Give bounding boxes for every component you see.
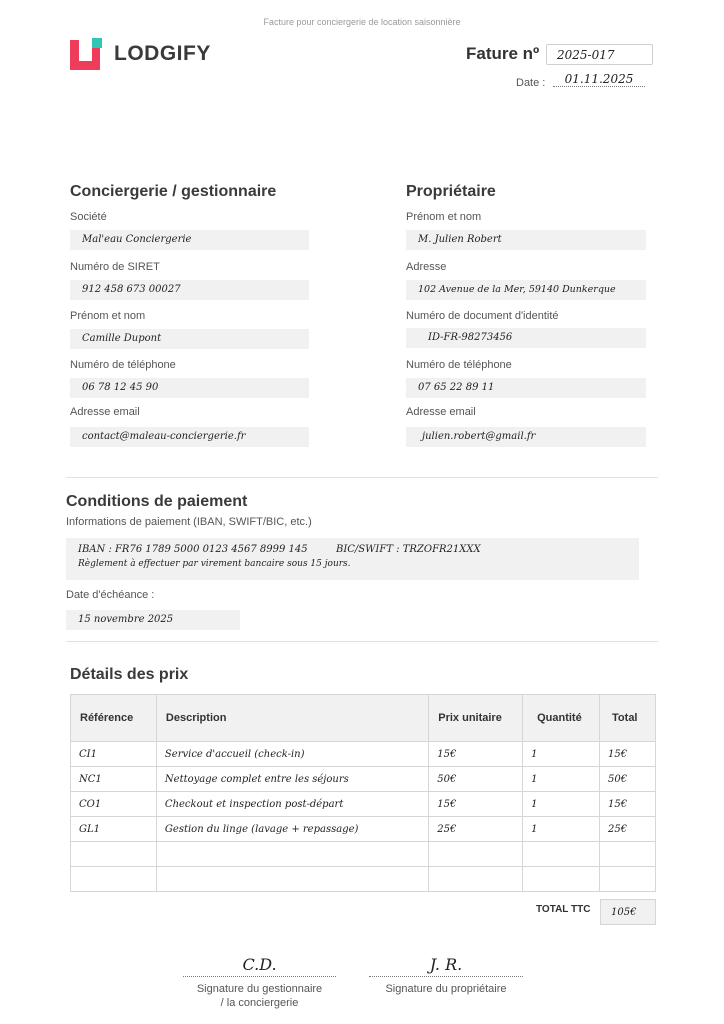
manager-signature-caption: Signature du gestionnaire / la conciergerie bbox=[196, 983, 323, 1009]
price-table bbox=[70, 694, 656, 892]
owner-signature-caption: Signature du propriétaire bbox=[385, 983, 507, 995]
date-field[interactable]: 01.11.2025 bbox=[553, 71, 645, 87]
row-reference[interactable]: NC1 bbox=[71, 767, 157, 792]
row-total[interactable]: 15€ bbox=[600, 792, 656, 817]
owner-phone-field[interactable]: 07 65 22 89 11 bbox=[406, 378, 646, 398]
row-unit-price[interactable]: 25€ bbox=[429, 817, 523, 842]
row-reference[interactable]: CI1 bbox=[71, 742, 157, 767]
table-row bbox=[71, 842, 656, 867]
row-description[interactable] bbox=[156, 867, 428, 892]
table-row bbox=[71, 767, 656, 792]
due-date-field[interactable]: 15 novembre 2025 bbox=[66, 610, 240, 630]
concierge-name-label: Prénom et nom bbox=[70, 310, 146, 322]
concierge-phone-field[interactable]: 06 78 12 45 90 bbox=[70, 378, 309, 398]
lodgify-logo bbox=[70, 38, 211, 70]
row-reference[interactable]: CO1 bbox=[71, 792, 157, 817]
owner-signature: J. R. bbox=[429, 955, 463, 974]
payment-info-field[interactable] bbox=[66, 538, 639, 580]
concierge-company-field[interactable]: Mal'eau Conciergerie bbox=[70, 230, 309, 250]
row-reference[interactable] bbox=[71, 842, 157, 867]
owner-address-field[interactable]: 102 Avenue de la Mer, 59140 Dunkerque bbox=[406, 280, 646, 300]
payment-note-text: Règlement à effectuer par virement bancaire sous 15 jours. bbox=[78, 559, 351, 569]
row-reference[interactable]: GL1 bbox=[71, 817, 157, 842]
concierge-email-field[interactable]: contact@maleau-conciergerie.fr bbox=[70, 427, 309, 447]
owner-id-label: Numéro de document d'identité bbox=[406, 310, 559, 322]
invoice-number-field[interactable]: 2025-017 bbox=[546, 44, 653, 65]
header-reference: Référence bbox=[71, 695, 157, 742]
owner-name-field[interactable]: M. Julien Robert bbox=[406, 230, 646, 250]
payment-info-label: Informations de paiement (IBAN, SWIFT/BIC, etc.) bbox=[66, 516, 312, 528]
owner-email-field[interactable]: julien.robert@gmail.fr bbox=[406, 427, 646, 447]
row-total[interactable]: 15€ bbox=[600, 742, 656, 767]
row-description[interactable]: Service d'accueil (check-in) bbox=[156, 742, 428, 767]
concierge-email-label: Adresse email bbox=[70, 406, 140, 418]
owner-email-label: Adresse email bbox=[406, 406, 476, 418]
prices-section-title: Détails des prix bbox=[70, 666, 189, 683]
row-unit-price[interactable] bbox=[429, 867, 523, 892]
manager-signature: C.D. bbox=[242, 955, 277, 974]
row-unit-price[interactable]: 15€ bbox=[429, 792, 523, 817]
payment-section-title: Conditions de paiement bbox=[66, 493, 248, 510]
section-divider bbox=[66, 477, 658, 478]
row-total[interactable] bbox=[600, 867, 656, 892]
row-description[interactable]: Checkout et inspection post-départ bbox=[156, 792, 428, 817]
price-table-header bbox=[71, 695, 656, 742]
table-row bbox=[71, 867, 656, 892]
concierge-siret-label: Numéro de SIRET bbox=[70, 261, 160, 273]
concierge-name-field[interactable]: Camille Dupont bbox=[70, 329, 309, 349]
owner-signature-line[interactable] bbox=[369, 976, 523, 977]
row-quantity[interactable] bbox=[523, 842, 600, 867]
owner-id-field[interactable]: ID-FR-98273456 bbox=[406, 328, 646, 348]
iban-text: IBAN : FR76 1789 5000 0123 4567 8999 145 bbox=[78, 544, 308, 555]
row-description[interactable]: Gestion du linge (lavage + repassage) bbox=[156, 817, 428, 842]
total-field[interactable]: 105€ bbox=[600, 899, 656, 925]
table-row bbox=[71, 742, 656, 767]
date-label: Date : bbox=[516, 77, 546, 89]
header-quantity: Quantité bbox=[523, 695, 600, 742]
row-unit-price[interactable] bbox=[429, 842, 523, 867]
row-quantity[interactable]: 1 bbox=[523, 767, 600, 792]
row-unit-price[interactable]: 50€ bbox=[429, 767, 523, 792]
concierge-phone-label: Numéro de téléphone bbox=[70, 359, 176, 371]
row-quantity[interactable] bbox=[523, 867, 600, 892]
owner-phone-label: Numéro de téléphone bbox=[406, 359, 512, 371]
row-total[interactable]: 50€ bbox=[600, 767, 656, 792]
section-divider bbox=[66, 641, 658, 642]
total-label: TOTAL TTC bbox=[536, 904, 591, 915]
row-quantity[interactable]: 1 bbox=[523, 742, 600, 767]
table-row bbox=[71, 817, 656, 842]
owner-name-label: Prénom et nom bbox=[406, 211, 482, 223]
owner-section-title: Propriétaire bbox=[406, 183, 496, 200]
lodgify-logo-icon bbox=[70, 38, 102, 70]
manager-signature-line[interactable] bbox=[183, 976, 336, 977]
bic-text: BIC/SWIFT : TRZOFR21XXX bbox=[335, 544, 481, 555]
invoice-number-label: Fature nº bbox=[466, 44, 540, 63]
row-description[interactable]: Nettoyage complet entre les séjours bbox=[156, 767, 428, 792]
concierge-section-title: Conciergerie / gestionnaire bbox=[70, 183, 277, 200]
logo-text: LODGIFY bbox=[114, 42, 211, 65]
row-description[interactable] bbox=[156, 842, 428, 867]
concierge-siret-field[interactable]: 912 458 673 00027 bbox=[70, 280, 309, 300]
owner-address-label: Adresse bbox=[406, 261, 447, 273]
row-total[interactable] bbox=[600, 842, 656, 867]
row-quantity[interactable]: 1 bbox=[523, 817, 600, 842]
header-total: Total bbox=[600, 695, 656, 742]
due-date-label: Date d'échéance : bbox=[66, 589, 155, 601]
table-row bbox=[71, 792, 656, 817]
header-description: Description bbox=[156, 695, 428, 742]
concierge-company-label: Société bbox=[70, 211, 107, 223]
document-caption: Facture pour conciergerie de location saisonnière bbox=[263, 17, 461, 27]
row-total[interactable]: 25€ bbox=[600, 817, 656, 842]
header-unit-price: Prix unitaire bbox=[429, 695, 523, 742]
row-quantity[interactable]: 1 bbox=[523, 792, 600, 817]
row-unit-price[interactable]: 15€ bbox=[429, 742, 523, 767]
row-reference[interactable] bbox=[71, 867, 157, 892]
